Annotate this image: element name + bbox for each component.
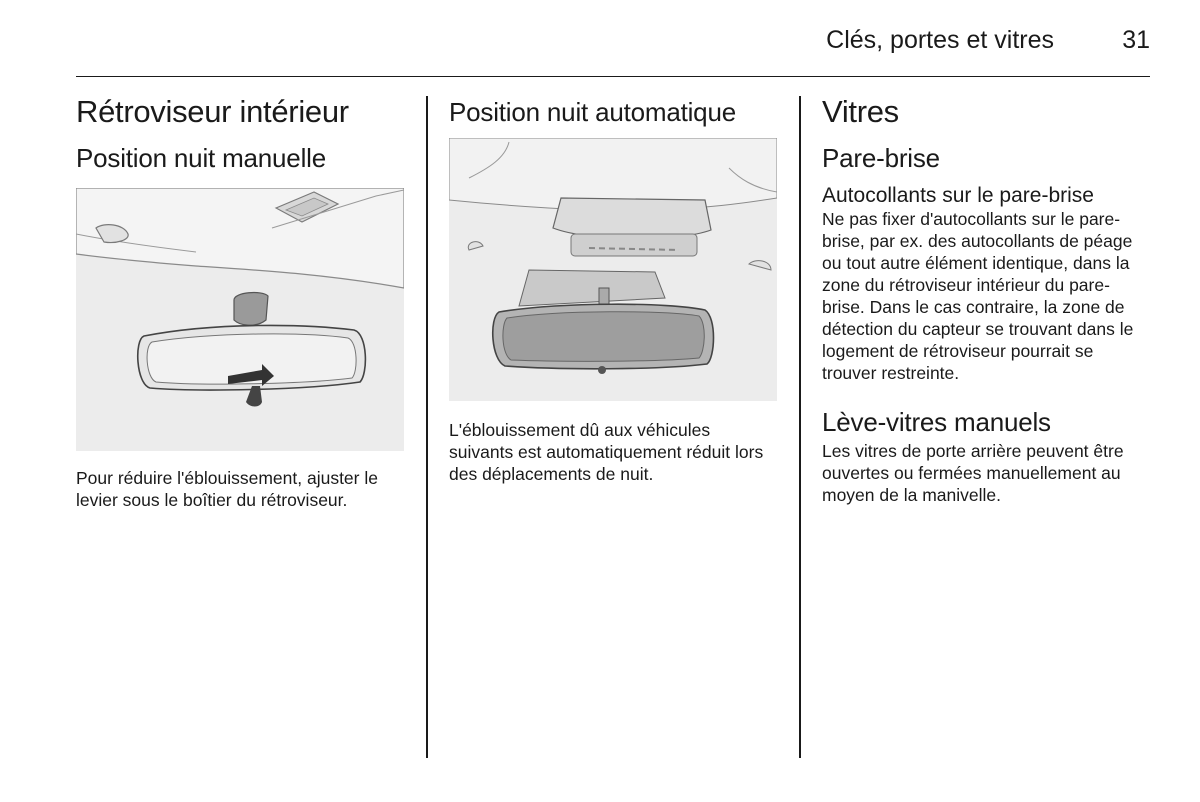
sub-subsection-title: Autocollants sur le pare-brise bbox=[822, 184, 1094, 207]
page-header bbox=[76, 0, 1150, 77]
page-number: 31 bbox=[1122, 26, 1150, 54]
mirror-automatic-night-illustration bbox=[449, 138, 777, 401]
column-divider bbox=[799, 96, 801, 758]
section-title: Position nuit automatique bbox=[449, 97, 736, 127]
mirror-manual-night-illustration bbox=[76, 188, 404, 451]
subsection-title: Position nuit manuelle bbox=[76, 143, 326, 173]
body-text: Ne pas fixer d'autocollants sur le pare-brise, par ex. des autocollants de péage ou tout autre élément identique, dans la zone du rétroviseur intérieur du pare-brise. Dans le cas contraire, la zone de détection du capteur se trouvant dans le logement de rétroviseur pourrait se trouver restreinte. bbox=[822, 209, 1134, 383]
column-divider bbox=[426, 96, 428, 758]
column-auto-night bbox=[449, 92, 779, 485]
subsection-title: Pare-brise bbox=[822, 143, 940, 173]
section-title: Vitres bbox=[822, 94, 899, 129]
section-title: Rétroviseur intérieur bbox=[76, 94, 349, 129]
header-section-title: Clés, portes et vitres bbox=[826, 26, 1054, 54]
column-interior-mirror bbox=[76, 92, 406, 511]
body-text: L'éblouissement dû aux véhicules suivants est automatiquement réduit lors des déplacements de nuit. bbox=[449, 420, 764, 484]
body-text: Les vitres de porte arrière peuvent être ouvertes ou fermées manuellement au moyen de la manivelle. bbox=[822, 441, 1124, 505]
column-windows bbox=[822, 92, 1152, 506]
subsection-title: Lève-vitres manuels bbox=[822, 407, 1051, 437]
body-text: Pour réduire l'éblouissement, ajuster le levier sous le boîtier du rétroviseur. bbox=[76, 468, 378, 510]
